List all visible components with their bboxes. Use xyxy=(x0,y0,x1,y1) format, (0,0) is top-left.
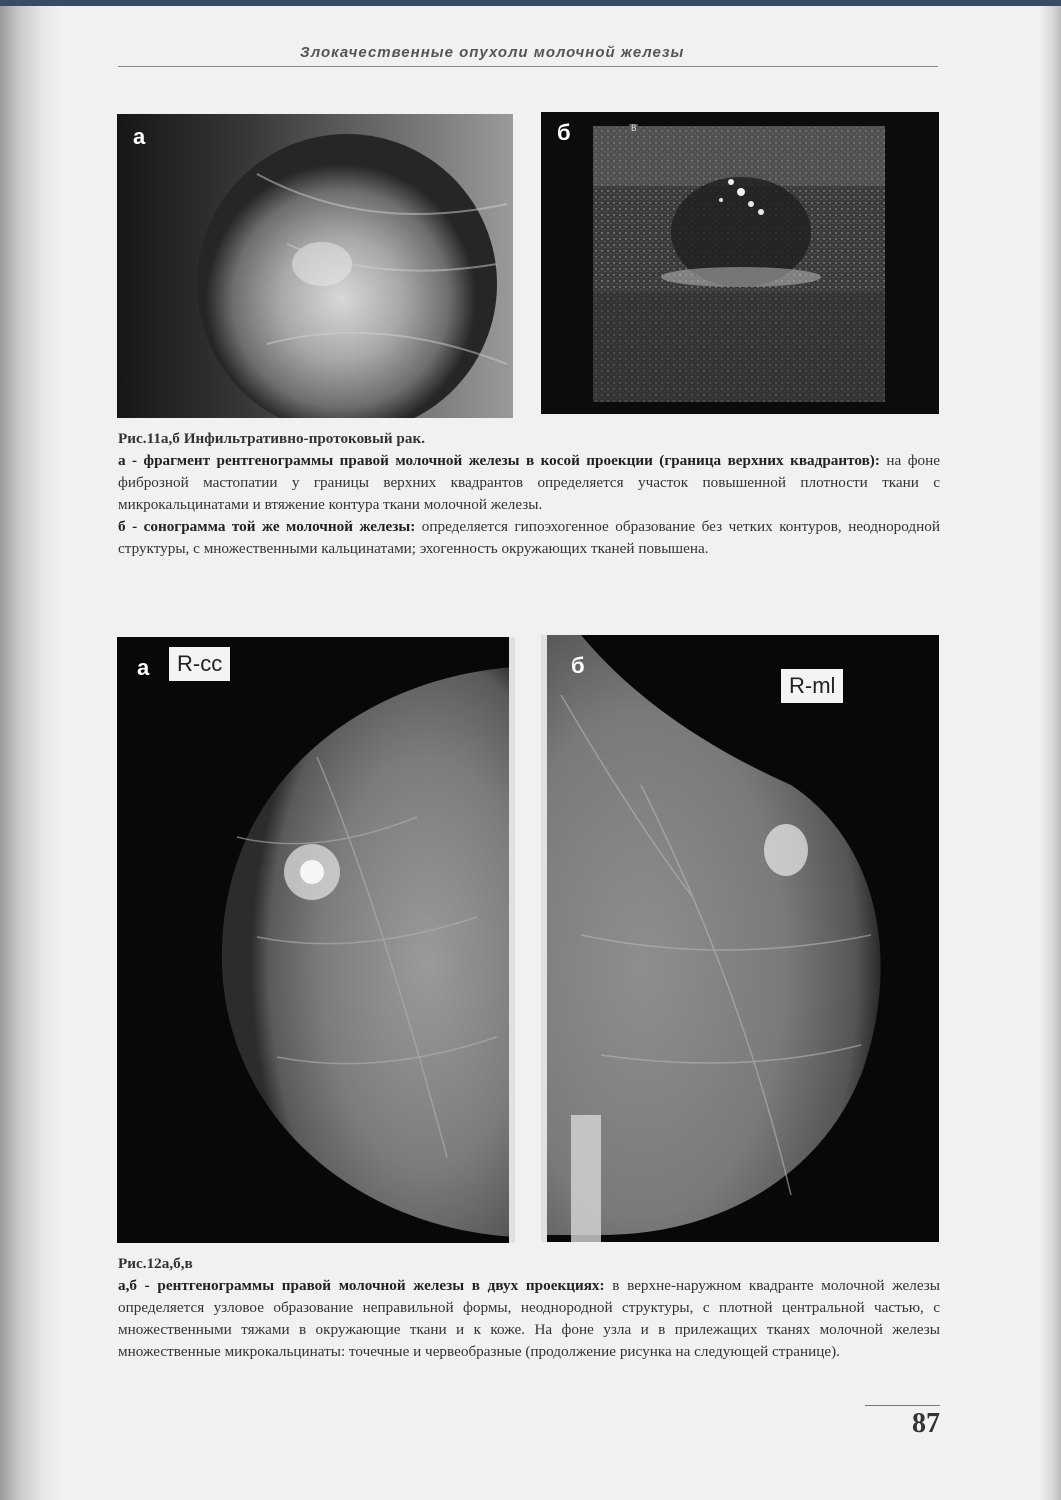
figure-11-caption xyxy=(118,428,940,560)
figure-12a-label: а xyxy=(137,655,150,680)
figure-12-caption-title: Рис.12а,б,в xyxy=(118,1255,193,1272)
page-right-edge xyxy=(1039,0,1061,1500)
figure-12a-mammogram xyxy=(117,637,515,1243)
page-number: 87 xyxy=(912,1408,940,1439)
running-header: Злокачественные опухоли молочной железы xyxy=(300,44,685,61)
sonogram-marker: B xyxy=(631,124,637,134)
figure-12ab-caption-lead: а,б - рентгенограммы правой молочной железы в двух проекциях: xyxy=(118,1277,605,1294)
figure-11b-label: б xyxy=(557,120,571,145)
page-gutter-shadow xyxy=(0,0,60,1500)
figure-11a-mammogram xyxy=(117,114,513,418)
figure-12ab-caption-text: в верхне-наружном квадранте молочной железы определяется узловое образование неправильной формы, неоднородной структуры, с плотной центральной частью, с множественными тяжами в окружающие ткани и к коже. На фоне узла и в прилежащих тканях молочной железы множественные микрокальцинаты: точечные и червеобразные (продолжение рисунка на следующей странице). xyxy=(118,1277,940,1360)
figure-11a-label: а xyxy=(133,124,146,149)
page-top-edge xyxy=(0,0,1061,6)
figure-11b-caption-lead: б - сонограмма той же молочной железы: xyxy=(118,518,416,535)
figure-12-caption xyxy=(118,1253,940,1363)
projection-tag-r-cc: R-cc xyxy=(169,647,230,681)
figure-11-caption-title: Рис.11а,б Инфильтративно-протоковый рак. xyxy=(118,430,426,447)
figure-11b-caption-text: определяется гипоэхогенное образование без четких контуров, неоднородной структуры, с множественными кальцинатами; эхогенность окружающих тканей повышена. xyxy=(118,518,940,557)
figure-12b-label: б xyxy=(571,653,585,678)
header-rule xyxy=(118,66,938,67)
figure-11b-sonogram xyxy=(541,112,939,414)
figure-11a-caption-lead: а - фрагмент рентгенограммы правой молочной железы в косой проекции (граница верхних квадрантов): xyxy=(118,452,880,469)
projection-tag-r-ml: R-ml xyxy=(781,669,843,703)
footer-rule xyxy=(865,1405,940,1406)
figure-12b-mammogram xyxy=(541,635,939,1242)
figure-11a-caption-text: на фоне фиброзной мастопатии у границы верхних квадрантов определяется участок повышенной плотности ткани с микрокальцинатами и втяжение контура ткани молочной железы. xyxy=(118,452,940,513)
